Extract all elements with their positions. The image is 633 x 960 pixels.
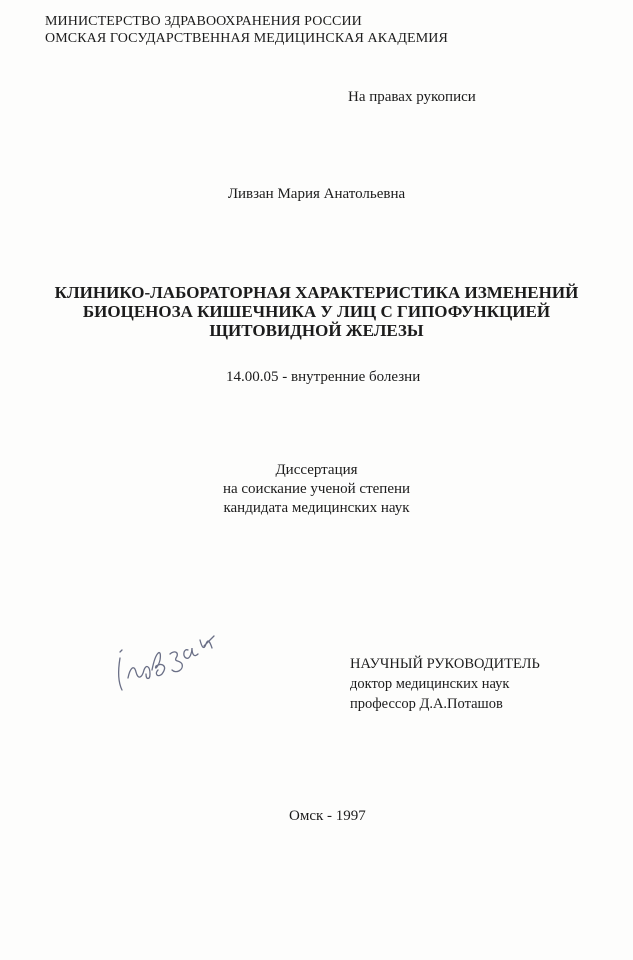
title-line-2: БИОЦЕНОЗА КИШЕЧНИКА У ЛИЦ С ГИПОФУНКЦИЕЙ (82, 302, 551, 321)
academy-name: ОМСКАЯ ГОСУДАРСТВЕННАЯ МЕДИЦИНСКАЯ АКАДЕМИЯ (45, 31, 448, 46)
dissertation-block (0, 461, 633, 518)
dissertation-line-3: кандидата медицинских наук (223, 500, 410, 516)
title-line-3: ЩИТОВИДНОЙ ЖЕЛЕЗЫ (209, 321, 424, 340)
ministry-name: МИНИСТЕРСТВО ЗДРАВООХРАНЕНИЯ РОССИИ (45, 14, 362, 29)
author-name: Ливзан Мария Анатольевна (227, 186, 406, 202)
rights-note: На правах рукописи (348, 89, 476, 105)
specialty-code: 14.00.05 - внутренние болезни (226, 369, 421, 385)
place-and-year: Омск - 1997 (289, 808, 366, 824)
supervisor-name: профессор Д.А.Поташов (350, 696, 503, 712)
dissertation-title (0, 283, 633, 340)
dissertation-line-1: Диссертация (275, 462, 358, 478)
dissertation-line-2: на соискание ученой степени (222, 481, 411, 497)
title-line-1: КЛИНИКО-ЛАБОРАТОРНАЯ ХАРАКТЕРИСТИКА ИЗМЕНЕНИЙ (54, 283, 579, 302)
supervisor-label: НАУЧНЫЙ РУКОВОДИТЕЛЬ (350, 656, 540, 672)
supervisor-degree: доктор медицинских наук (350, 676, 510, 692)
supervisor-block (350, 654, 540, 714)
handwritten-signature (110, 620, 230, 695)
